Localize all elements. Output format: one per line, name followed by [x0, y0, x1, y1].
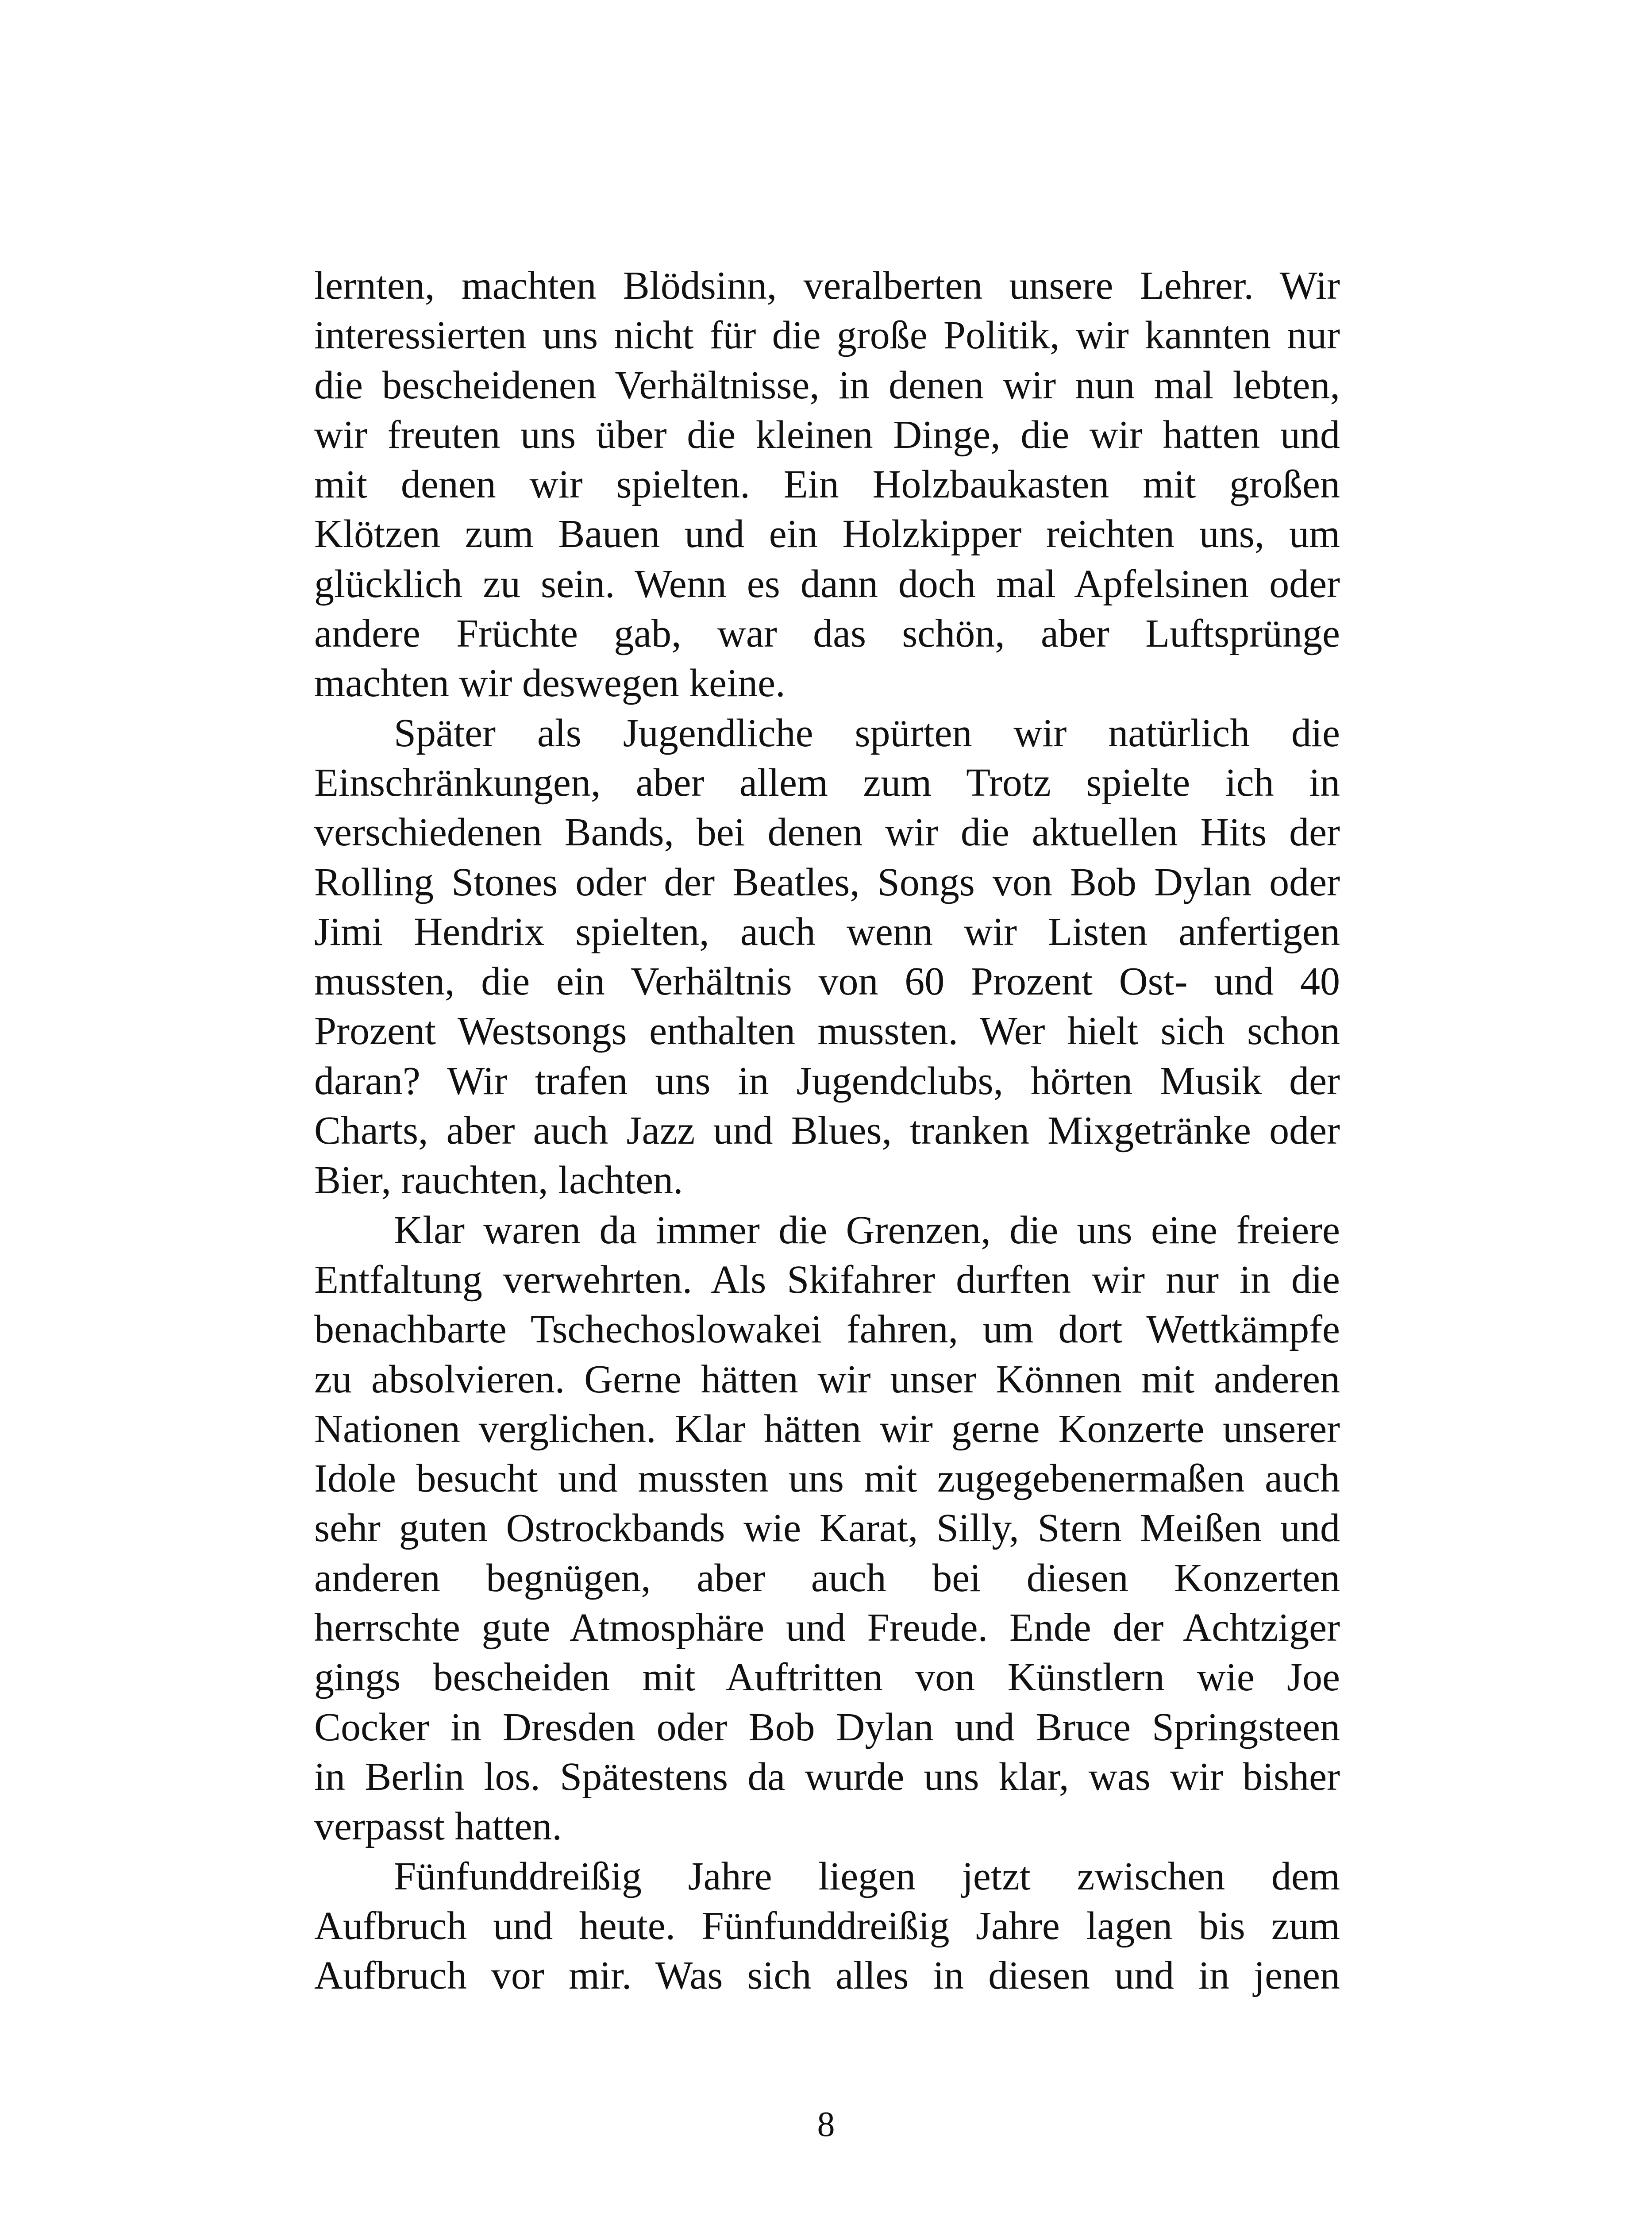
text-line: Nationen verglichen. Klar hätten wir gerne Konzerte unserer: [314, 1407, 1340, 1451]
text-line: Bier, rauchten, lachten.: [314, 1158, 683, 1203]
body-text: [314, 261, 1340, 2001]
text-line: sehr guten Ostrockbands wie Karat, Silly, Stern Meißen und: [314, 1506, 1340, 1550]
text-line: benachbarte Tschechoslowakei fahren, um dort Wettkämpfe: [314, 1307, 1340, 1352]
text-line: in Berlin los. Spätestens da wurde uns klar, was wir bisher: [314, 1754, 1340, 1799]
text-line: glücklich zu sein. Wenn es dann doch mal Apfelsinen oder: [314, 562, 1340, 606]
text-line: Rolling Stones oder der Beatles, Songs von Bob Dylan oder: [314, 860, 1340, 904]
text-line: daran? Wir trafen uns in Jugendclubs, hörten Musik der: [314, 1059, 1340, 1103]
text-line: mussten, die ein Verhältnis von 60 Prozent Ost- und 40: [314, 960, 1340, 1004]
text-line: gings bescheiden mit Auftritten von Künstlern wie Joe: [314, 1655, 1340, 1700]
text-line: Prozent Westsongs enthalten mussten. Wer hielt sich schon: [314, 1009, 1340, 1053]
paragraph-first-line: Klar waren da immer die Grenzen, die uns eine freiere: [394, 1208, 1340, 1252]
text-line: Aufbruch und heute. Fünfunddreißig Jahre lagen bis zum: [314, 1904, 1340, 1948]
text-line: interessierten uns nicht für die große Politik, wir kannten nur: [314, 313, 1340, 358]
text-line: mit denen wir spielten. Ein Holzbaukasten mit großen: [314, 463, 1340, 507]
text-line: Entfaltung verwehrten. Als Skifahrer durften wir nur in die: [314, 1257, 1340, 1302]
text-line: anderen begnügen, aber auch bei diesen Konzerten: [314, 1556, 1340, 1600]
text-line: Idole besucht und mussten uns mit zugegebenermaßen auch: [314, 1457, 1340, 1501]
text-line: lernten, machten Blödsinn, veralberten unsere Lehrer. Wir: [314, 264, 1340, 308]
text-line: machten wir deswegen keine.: [314, 661, 786, 706]
text-line: Jimi Hendrix spielten, auch wenn wir Listen anfertigen: [314, 910, 1340, 954]
text-line: Cocker in Dresden oder Bob Dylan und Bruce Springsteen: [314, 1705, 1340, 1749]
text-line: herrschte gute Atmosphäre und Freude. Ende der Achtziger: [314, 1606, 1340, 1650]
paragraph-first-line: Fünfunddreißig Jahre liegen jetzt zwischen dem: [394, 1854, 1340, 1898]
text-line: Aufbruch vor mir. Was sich alles in diesen und in jenen: [314, 1954, 1340, 1998]
text-line: Einschränkungen, aber allem zum Trotz spielte ich in: [314, 760, 1340, 805]
paragraph-first-line: Später als Jugendliche spürten wir natürlich die: [394, 711, 1340, 755]
text-line: Klötzen zum Bauen und ein Holzkipper reichten uns, um: [314, 512, 1340, 556]
text-line: Charts, aber auch Jazz und Blues, tranken Mixgetränke oder: [314, 1109, 1340, 1153]
text-line: andere Früchte gab, war das schön, aber Luftsprünge: [314, 612, 1340, 656]
text-line: die bescheidenen Verhältnisse, in denen wir nun mal lebten,: [314, 363, 1340, 407]
text-line: zu absolvieren. Gerne hätten wir unser Können mit anderen: [314, 1357, 1340, 1401]
text-line: verpasst hatten.: [314, 1804, 562, 1849]
text-line: wir freuten uns über die kleinen Dinge, die wir hatten und: [314, 413, 1340, 457]
text-line: verschiedenen Bands, bei denen wir die aktuellen Hits der: [314, 810, 1340, 855]
page-number: 8: [817, 2105, 835, 2144]
